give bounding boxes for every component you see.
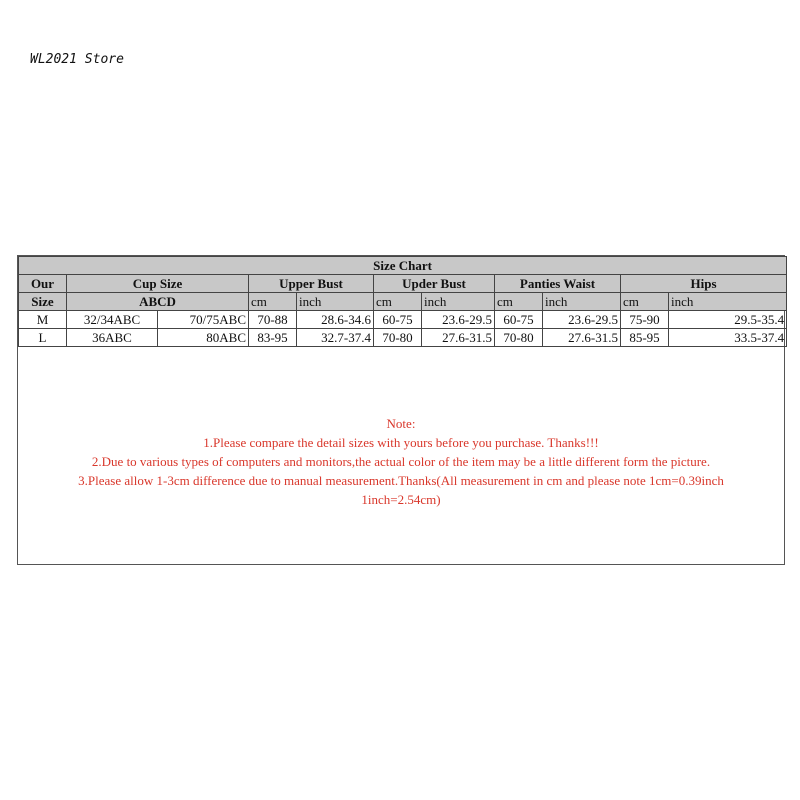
note-line-4: 1inch=2.54cm): [361, 492, 441, 507]
size-table: [18, 256, 787, 347]
header-unit-cm: cm: [374, 293, 422, 311]
header-size: Size: [19, 293, 67, 311]
cell-cup: 32/34ABC: [67, 311, 158, 329]
header-upper-bust: Upper Bust: [249, 275, 374, 293]
header-cup-size: Cup Size: [67, 275, 249, 293]
header-unit-inch: inch: [422, 293, 495, 311]
header-abcd: ABCD: [67, 293, 249, 311]
cell-hips-cm: 85-95: [621, 329, 669, 347]
cell-waist-cm: 70-80: [495, 329, 543, 347]
size-chart: [17, 255, 785, 565]
header-unit-cm: cm: [249, 293, 297, 311]
header-unit-cm: cm: [495, 293, 543, 311]
cell-cup: 70/75ABC: [158, 311, 249, 329]
cell-waist-inch: 23.6-29.5: [543, 311, 621, 329]
header-our: Our: [19, 275, 67, 293]
note-line-3: 3.Please allow 1-3cm difference due to manual measurement.Thanks(All measurement in cm and please note 1cm=0.39inch: [78, 473, 724, 488]
header-panties-waist: Panties Waist: [495, 275, 621, 293]
cell-under-bust-cm: 60-75: [374, 311, 422, 329]
header-unit-inch: inch: [543, 293, 621, 311]
note-title: Note:: [386, 416, 416, 431]
cell-hips-cm: 75-90: [621, 311, 669, 329]
chart-title: Size Chart: [19, 257, 787, 275]
cell-hips-inch: 33.5-37.4: [669, 329, 787, 347]
header-under-bust: Upder Bust: [374, 275, 495, 293]
cell-under-bust-cm: 70-80: [374, 329, 422, 347]
note-line-1: 1.Please compare the detail sizes with yours before you purchase. Thanks!!!: [203, 435, 599, 450]
cell-upper-bust-inch: 28.6-34.6: [297, 311, 374, 329]
cell-size: L: [19, 329, 67, 347]
cell-hips-inch: 29.5-35.4: [669, 311, 787, 329]
cell-size: M: [19, 311, 67, 329]
cell-upper-bust-cm: 70-88: [249, 311, 297, 329]
table-row: [19, 329, 787, 347]
note-line-2: 2.Due to various types of computers and monitors,the actual color of the item may be a little different form the picture.: [91, 454, 711, 469]
notes-block: [18, 414, 784, 509]
cell-cup: 36ABC: [67, 329, 158, 347]
header-hips: Hips: [621, 275, 787, 293]
header-unit-inch: inch: [297, 293, 374, 311]
cell-upper-bust-cm: 83-95: [249, 329, 297, 347]
header-unit-cm: cm: [621, 293, 669, 311]
cell-waist-inch: 27.6-31.5: [543, 329, 621, 347]
cell-upper-bust-inch: 32.7-37.4: [297, 329, 374, 347]
cell-under-bust-inch: 23.6-29.5: [422, 311, 495, 329]
header-unit-inch: inch: [669, 293, 787, 311]
cell-cup: 80ABC: [158, 329, 249, 347]
table-row: [19, 311, 787, 329]
cell-under-bust-inch: 27.6-31.5: [422, 329, 495, 347]
store-name: WL2021 Store: [30, 52, 124, 67]
cell-waist-cm: 60-75: [495, 311, 543, 329]
